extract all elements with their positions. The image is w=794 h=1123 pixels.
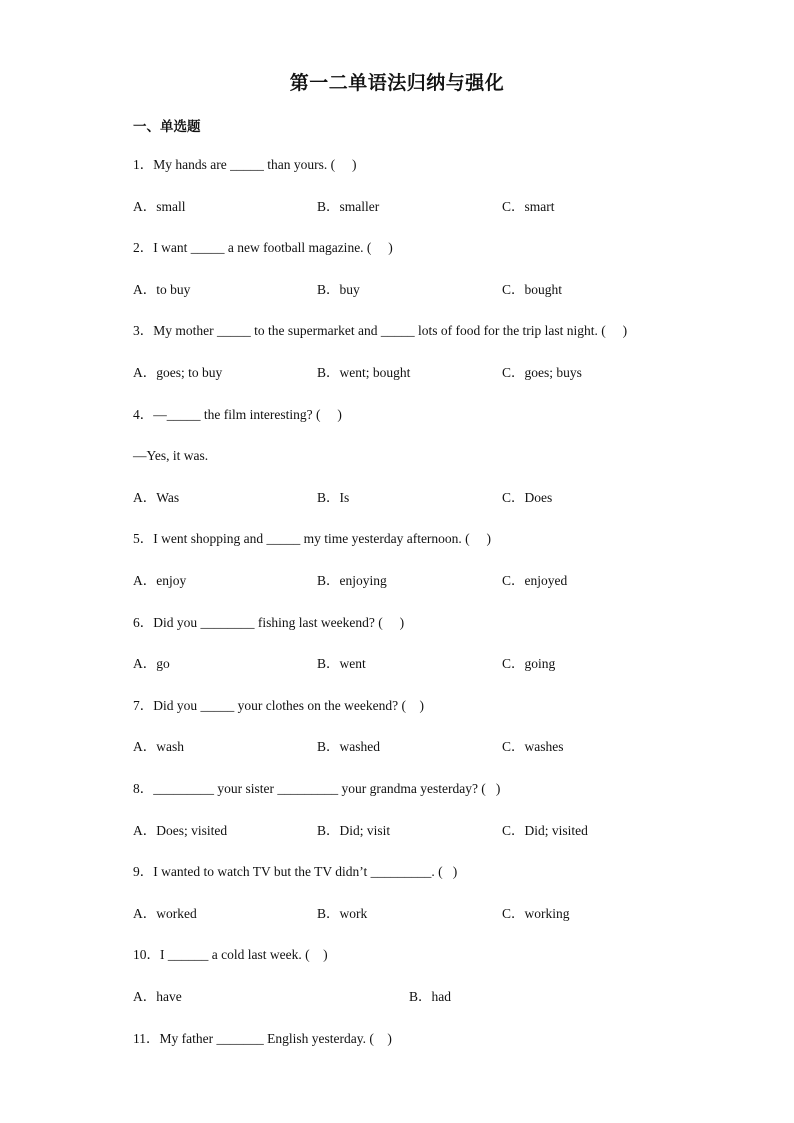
option-c[interactable]: C．going: [502, 656, 556, 671]
question-10: 10．I ______ a cold last week. ( ): [133, 947, 328, 962]
option-c[interactable]: C．bought: [502, 282, 563, 297]
option-a[interactable]: A．enjoy: [133, 573, 187, 588]
option-a[interactable]: A．goes; to buy: [133, 365, 223, 380]
option-a[interactable]: A．have: [133, 989, 182, 1004]
option-b[interactable]: B．Is: [317, 490, 350, 505]
option-c[interactable]: C．goes; buys: [502, 365, 582, 380]
option-a[interactable]: A．wash: [133, 739, 184, 754]
options-5: [133, 572, 693, 590]
option-b[interactable]: B．work: [317, 906, 368, 921]
option-b[interactable]: B．smaller: [317, 199, 380, 214]
page-title: 第一二单语法归纳与强化: [289, 72, 505, 94]
options-9: [133, 905, 693, 923]
question-8: 8．_________ your sister _________ your grandma yesterday? ( ): [133, 781, 501, 796]
options-4: [133, 489, 693, 507]
option-a[interactable]: A．Does; visited: [133, 823, 228, 838]
option-b[interactable]: B．Did; visit: [317, 823, 391, 838]
option-a[interactable]: A．to buy: [133, 282, 191, 297]
question-4: 4．—_____ the film interesting? ( ): [133, 407, 342, 422]
option-b[interactable]: B．enjoying: [317, 573, 387, 588]
options-3: [133, 364, 693, 382]
answer-line-4: —Yes, it was.: [133, 448, 209, 463]
options-8: [133, 822, 693, 840]
question-6: 6．Did you ________ fishing last weekend? ( ): [133, 615, 405, 630]
option-a[interactable]: A．worked: [133, 906, 197, 921]
question-7: 7．Did you _____ your clothes on the weekend? ( ): [133, 698, 424, 713]
option-c[interactable]: C．Does: [502, 490, 553, 505]
option-a[interactable]: A．go: [133, 656, 170, 671]
question-1: 1．My hands are _____ than yours. ( ): [133, 157, 357, 172]
option-b[interactable]: B．washed: [317, 739, 380, 754]
option-b[interactable]: B．buy: [317, 282, 360, 297]
option-c[interactable]: C．enjoyed: [502, 573, 568, 588]
options-10: [133, 988, 693, 1006]
option-b[interactable]: B．went: [317, 656, 366, 671]
section-heading: 一、单选题: [133, 119, 201, 135]
option-b[interactable]: B．had: [409, 989, 451, 1004]
question-11: 11．My father _______ English yesterday. ( ): [133, 1031, 392, 1046]
option-c[interactable]: C．Did; visited: [502, 823, 588, 838]
option-c[interactable]: C．working: [502, 906, 570, 921]
options-7: [133, 738, 693, 756]
options-2: [133, 281, 693, 299]
question-5: 5．I went shopping and _____ my time yesterday afternoon. ( ): [133, 531, 492, 546]
options-6: [133, 655, 693, 673]
option-c[interactable]: C．washes: [502, 739, 564, 754]
question-9: 9．I wanted to watch TV but the TV didn’t _________. ( ): [133, 864, 458, 879]
option-c[interactable]: C．smart: [502, 199, 555, 214]
option-a[interactable]: A．small: [133, 199, 186, 214]
option-a[interactable]: A．Was: [133, 490, 180, 505]
option-b[interactable]: B．went; bought: [317, 365, 411, 380]
options-1: [133, 198, 693, 216]
question-3: 3．My mother _____ to the supermarket and _____ lots of food for the trip last night. ( ): [133, 323, 628, 338]
question-2: 2．I want _____ a new football magazine. ( ): [133, 240, 393, 255]
